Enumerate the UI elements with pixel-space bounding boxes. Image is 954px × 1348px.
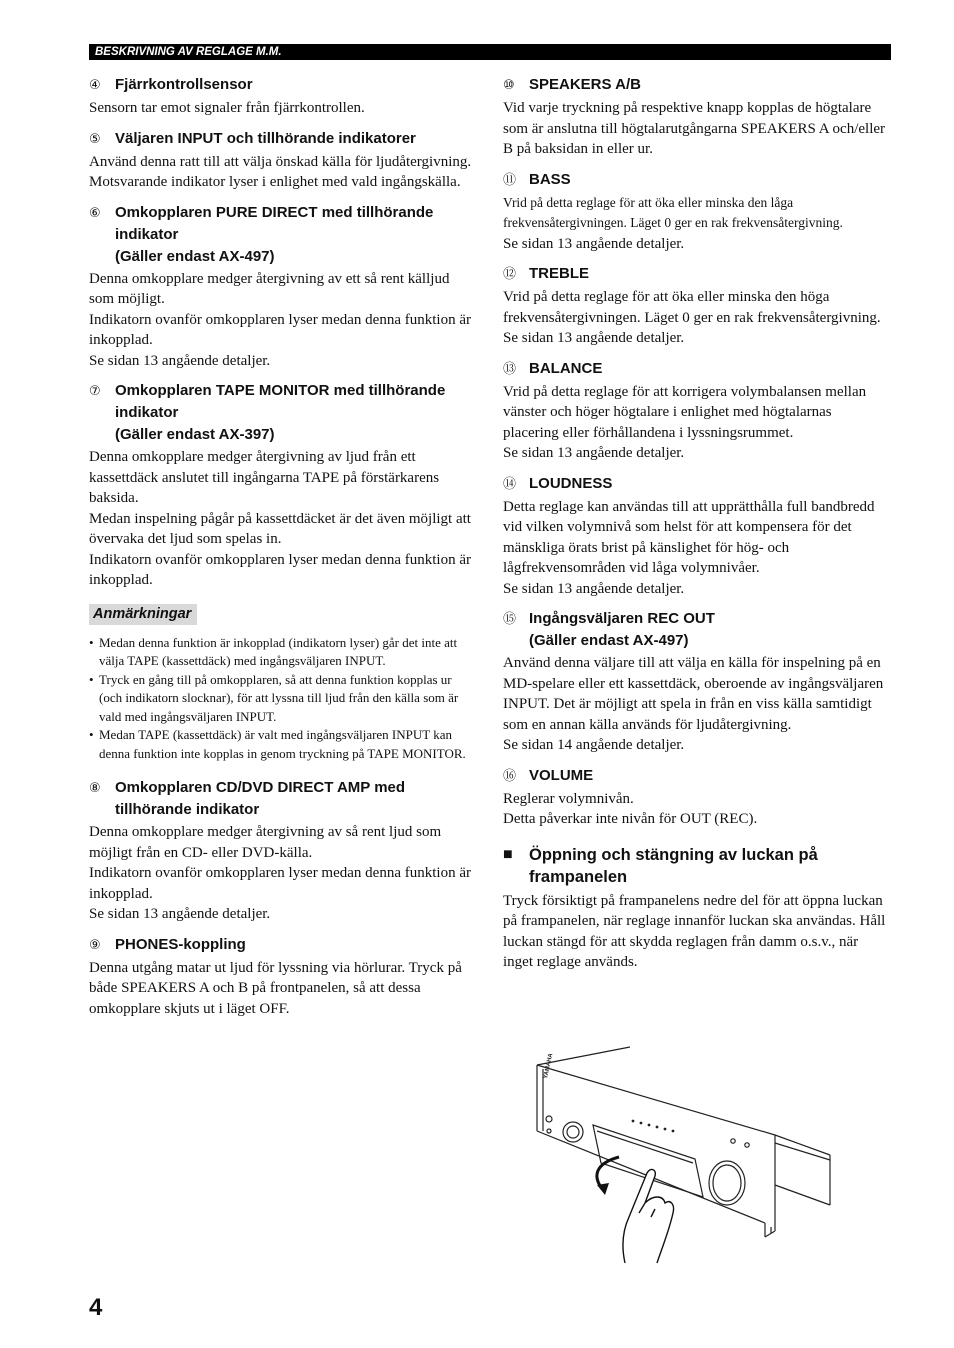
paragraph: Se sidan 14 angående detaljer. bbox=[503, 737, 685, 753]
paragraph: Se sidan 13 angående detaljer. bbox=[503, 330, 685, 346]
paragraph: Indikatorn ovanför omkopplaren lyser medan denna funktion är inkopplad. bbox=[89, 551, 471, 588]
item-5-input-selector bbox=[89, 128, 477, 193]
item-title: LOUDNESS bbox=[529, 474, 613, 492]
paragraph: Medan inspelning pågår på kassettdäcket är det även möjligt att övervaka det ljud som spelas in. bbox=[89, 510, 471, 547]
paragraph: Sensorn tar emot signaler från fjärrkontrollen. bbox=[89, 100, 365, 116]
paragraph: Denna utgång matar ut ljud för lyssning via hörlurar. Tryck på både SPEAKERS A och B på frontpanelen, så att dessa omkopplare skjuts ut i läget OFF. bbox=[89, 959, 462, 1017]
notes-label: Anmärkningar bbox=[89, 604, 197, 625]
paragraph: Detta reglage kan användas till att upprätthålla full bandbredd vid vilken volymnivå som helst för att kompensera för det mänskliga örats brist på känslighet för hög- och lågfrekvensområden vid låga volymnivåer. bbox=[503, 498, 875, 576]
paragraph: Detta påverkar inte nivån för OUT (REC). bbox=[503, 811, 758, 827]
door-section-body bbox=[503, 891, 891, 973]
item-11-bass bbox=[503, 169, 891, 255]
note-item: • Medan denna funktion är inkopplad (indikatorn lyser) går det inte att välja TAPE (kassettdäck) med ingångsväljaren INPUT. bbox=[89, 634, 477, 671]
item-14-loudness bbox=[503, 473, 891, 600]
paragraph: Tryck försiktigt på frampanelens nedre del för att öppna luckan på frampanelen, när reglage innanför luckan ska användas. Håll luckan stängd för att skydda reglagen från damm o.s.v., när inget reglage används. bbox=[503, 892, 886, 970]
item-number: ⑧ bbox=[89, 781, 101, 796]
item-13-balance bbox=[503, 358, 891, 464]
item-title: Fjärrkontrollsensor bbox=[115, 76, 253, 93]
paragraph: Vrid på detta reglage för att öka eller minska den låga frekvensåtergivningen. Läget 0 ger en rak frekvensåtergivning. bbox=[503, 194, 843, 230]
curved-arrow-icon bbox=[597, 1183, 609, 1195]
item-title: Omkopplaren CD/DVD DIRECT AMP med tillhörande indikator bbox=[115, 779, 406, 818]
item-number: ⑫ bbox=[503, 267, 517, 282]
paragraph: Vrid på detta reglage för att öka eller minska den höga frekvensåtergivningen. Läget 0 ger en rak frekvensåtergivning. bbox=[503, 289, 881, 326]
item-7-tape-monitor bbox=[89, 380, 477, 591]
item-title: SPEAKERS A/B bbox=[529, 76, 641, 93]
item-title-line: Ingångsväljaren REC OUT bbox=[529, 610, 715, 627]
item-4-remote-sensor bbox=[89, 74, 477, 119]
item-10-speakers bbox=[503, 74, 891, 160]
door-section-title: Öppning och stängning av luckan på frampanelen bbox=[529, 845, 818, 886]
note-item: • Tryck en gång till på omkopplaren, så att denna funktion kopplas ur (och indikatorn slocknar), för att lyssna till ljud från den källa som är vald med ingångsväljaren INPUT. bbox=[89, 671, 477, 727]
front-panel-door-illustration bbox=[525, 1035, 865, 1265]
right-column bbox=[503, 74, 891, 973]
item-number: ⑯ bbox=[503, 768, 517, 784]
item-title-line: (Gäller endast AX-497) bbox=[115, 247, 275, 265]
paragraph: Vrid på detta reglage för att korrigera volymbalansen mellan vänster och höger högtalare i enlighet med högtalarnas placering eller förhållandena i lyssningsrummet. bbox=[503, 383, 867, 441]
item-9-phones bbox=[89, 934, 477, 1020]
item-title bbox=[529, 608, 715, 652]
item-title bbox=[115, 380, 477, 446]
item-15-rec-out bbox=[503, 608, 891, 756]
paragraph: Se sidan 13 angående detaljer. bbox=[503, 445, 685, 461]
item-8-cd-dvd-direct bbox=[89, 777, 477, 925]
item-number: ⑨ bbox=[89, 937, 101, 953]
section-header-bar: BESKRIVNING AV REGLAGE M.M. bbox=[89, 44, 891, 60]
item-12-treble bbox=[503, 263, 891, 349]
item-title-line: (Gäller endast AX-497) bbox=[529, 632, 689, 649]
item-number: ⑮ bbox=[503, 612, 517, 627]
item-title: Väljaren INPUT och tillhörande indikatorer bbox=[115, 129, 416, 147]
item-number: ⑦ bbox=[89, 384, 101, 399]
paragraph: Denna omkopplare medger återgivning av så rent ljud som möjligt från en CD- eller DVD-källa. bbox=[89, 824, 442, 861]
paragraph: Använd denna väljare till att välja en källa för inspelning på en MD-spelare eller ett kassettdäck, oberoende av ingångsväljaren INPUT. Det är möjligt att spela in från en viss källa samtidigt som en annan källa används för ljudåtergivning. bbox=[503, 655, 884, 733]
paragraph: Använd denna ratt till att välja önskad källa för ljudåtergivning. bbox=[89, 153, 472, 170]
square-bullet-icon: ■ bbox=[503, 845, 513, 863]
paragraph: Denna omkopplare medger återgivning av ljud från ett kassettdäck anslutet till ingångarna TAPE på förstärkarens baksida. bbox=[89, 449, 440, 506]
paragraph: Motsvarande indikator lyser i enlighet med vald ingångskälla. bbox=[89, 174, 461, 190]
paragraph: Reglerar volymnivån. bbox=[503, 790, 634, 807]
paragraph: Se sidan 13 angående detaljer. bbox=[89, 352, 271, 369]
item-6-pure-direct bbox=[89, 202, 477, 372]
item-number: ⑥ bbox=[89, 205, 101, 221]
paragraph: Indikatorn ovanför omkopplaren lyser medan denna funktion är inkopplad. bbox=[89, 865, 471, 902]
page-number: 4 bbox=[89, 1294, 103, 1321]
item-title-line: Omkopplaren PURE DIRECT med tillhörande indikator bbox=[115, 203, 434, 243]
item-title: PHONES-koppling bbox=[115, 935, 246, 953]
paragraph: Denna omkopplare medger återgivning av ett så rent källjud som möjligt. bbox=[89, 270, 450, 307]
paragraph: Se sidan 13 angående detaljer. bbox=[503, 580, 685, 597]
item-title bbox=[115, 202, 477, 268]
item-number: ⑩ bbox=[503, 78, 515, 93]
paragraph: Se sidan 13 angående detaljer. bbox=[503, 235, 685, 252]
item-number: ⑬ bbox=[503, 361, 517, 377]
item-title-line: (Gäller endast AX-397) bbox=[115, 426, 275, 443]
item-title: TREBLE bbox=[529, 265, 589, 282]
paragraph: Indikatorn ovanför omkopplaren lyser medan denna funktion är inkopplad. bbox=[89, 311, 471, 348]
item-16-volume bbox=[503, 765, 891, 830]
note-item: • Medan TAPE (kassettdäck) är valt med ingångsväljaren INPUT kan denna funktion inte kopplas in genom tryckning på TAPE MONITOR. bbox=[89, 726, 477, 763]
item-title: BALANCE bbox=[529, 359, 603, 377]
item-number: ④ bbox=[89, 78, 101, 93]
paragraph: Se sidan 13 angående detaljer. bbox=[89, 906, 271, 922]
item-title-line: Omkopplaren TAPE MONITOR med tillhörande indikator bbox=[115, 382, 446, 421]
left-column bbox=[89, 74, 477, 1028]
notes-list bbox=[89, 634, 477, 764]
item-number: ⑭ bbox=[503, 476, 517, 492]
illustration-logo: YAMAHA bbox=[543, 1052, 555, 1080]
door-section-heading bbox=[503, 844, 891, 888]
item-title: VOLUME bbox=[529, 766, 594, 784]
item-title: BASS bbox=[529, 170, 571, 188]
item-number: ⑤ bbox=[89, 131, 101, 147]
paragraph: Vid varje tryckning på respektive knapp kopplas de högtalare som är anslutna till högtalarutgångarna SPEAKERS A och/eller B på baksidan in eller ur. bbox=[503, 100, 886, 157]
item-number: ⑪ bbox=[503, 172, 517, 188]
